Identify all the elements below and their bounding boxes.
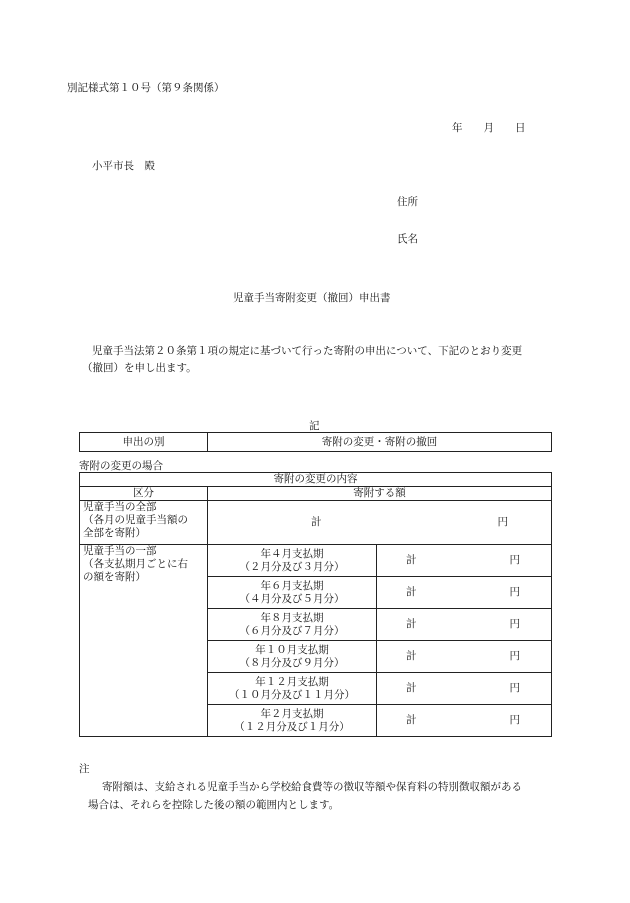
period-month: 年６月支払期 [260,579,324,592]
period-cell [208,705,377,737]
all-amount-cell [208,501,552,545]
period-cell [208,545,377,577]
change-content-caption: 寄附の変更の内容 [80,473,552,487]
note-line1: 寄附額は、支給される児童手当から学校給食費等の徴収等額や保育料の特別徴収額がある [102,781,522,793]
period-amount-cell [377,545,552,577]
period-month: 年１２月支払期 [255,675,329,688]
all-allowance-cell [80,501,208,545]
period-cell [208,609,377,641]
note-label: 注 [79,763,90,775]
period-month: 年２月支払期 [260,707,324,720]
period-cell [208,577,377,609]
period-yen-label: 円 [509,682,521,694]
part-line1: 児童手当の一部 [83,545,157,557]
period-yen-label: 円 [509,586,521,598]
ki-label: 記 [309,420,320,432]
period-month: 年８月支払期 [260,611,324,624]
address-label: 住所 [397,196,418,208]
period-yen-label: 円 [509,554,521,566]
period-months: （１２月分及び１月分） [234,720,350,733]
part-line2: （各支払期月ごとに右 [83,558,188,570]
period-total-label: 計 [406,682,417,694]
body-text-line1: 児童手当法第２０条第１項の規定に基づいて行った寄附の申出について、下記のとおり変更 [92,345,523,357]
date-line: 年 月 日 [452,122,526,134]
period-total-label: 計 [406,650,417,662]
period-month: 年４月支払期 [260,547,324,560]
all-line1: 児童手当の全部 [83,501,157,513]
period-total-label: 計 [406,714,417,726]
application-type-header: 申出の別 [80,433,208,452]
period-total-label: 計 [406,618,417,630]
period-cell [208,673,377,705]
part-allowance-cell [80,545,208,737]
note-line2: 場合は、それらを控除した後の額の範囲内とします。 [88,799,340,811]
period-month: 年１０月支払期 [255,643,329,656]
period-months: （２月分及び３月分） [239,560,345,573]
period-yen-label: 円 [509,618,521,630]
application-type-value: 寄附の変更・寄附の撤回 [208,433,552,452]
period-amount-cell [377,705,552,737]
change-content-table [79,472,552,737]
all-yen-label: 円 [497,516,509,528]
period-total-label: 計 [406,554,417,566]
period-amount-cell [377,641,552,673]
addressee: 小平市長 殿 [92,160,155,172]
period-amount-cell [377,609,552,641]
amount-header: 寄附する額 [208,487,552,501]
period-months: （６月分及び７月分） [239,624,345,637]
all-total-label: 計 [311,516,322,528]
category-header: 区分 [80,487,208,501]
period-months: （１０月分及び１１月分） [229,688,355,701]
period-cell [208,641,377,673]
period-yen-label: 円 [509,714,521,726]
form-label: 別記様式第１０号（第９条関係） [67,82,225,94]
period-months: （４月分及び５月分） [239,592,345,605]
period-yen-label: 円 [509,650,521,662]
application-type-table [79,432,552,452]
part-line3: の額を寄附） [83,571,146,583]
section-label: 寄附の変更の場合 [79,460,163,472]
period-amount-cell [377,577,552,609]
all-line3: 全部を寄附） [83,527,146,539]
body-text-line2: （撤回）を申し出ます。 [82,362,197,374]
document-title: 児童手当寄附変更（撤回）申出書 [233,292,391,304]
period-months: （８月分及び９月分） [239,656,345,669]
period-total-label: 計 [406,586,417,598]
period-amount-cell [377,673,552,705]
all-line2: （各月の児童手当額の [83,514,188,526]
name-label: 氏名 [397,233,418,245]
